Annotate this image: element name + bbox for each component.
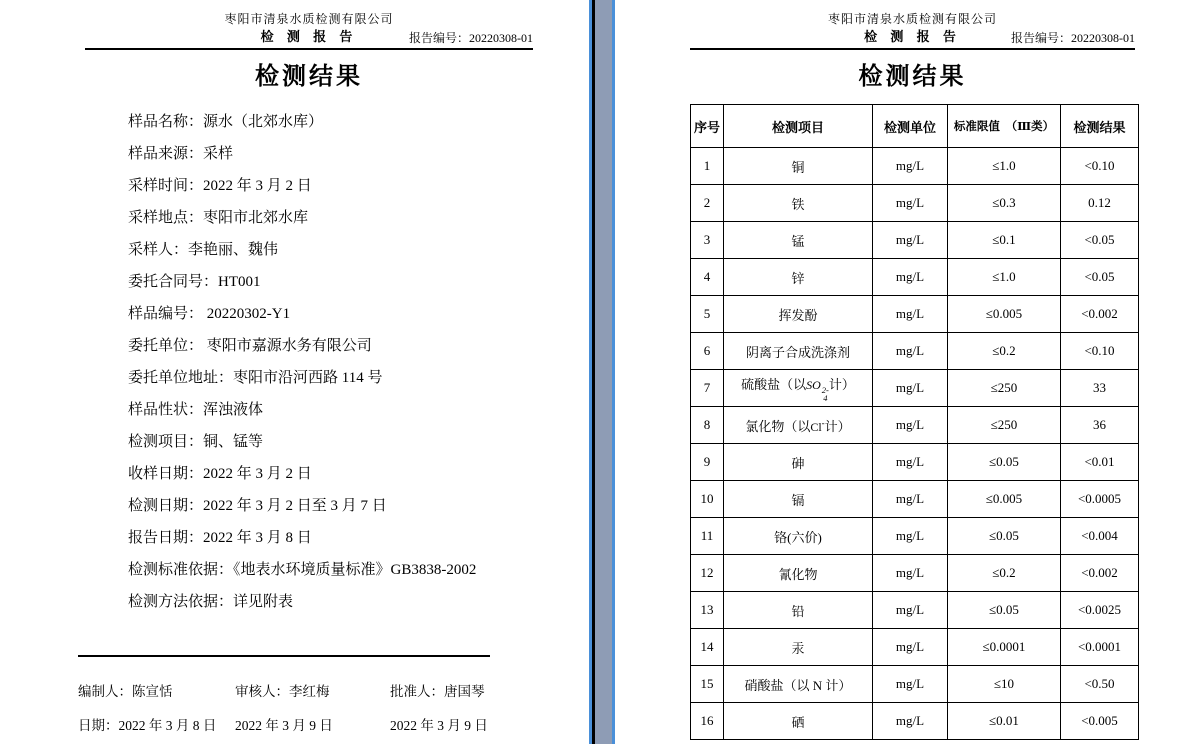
field-line: 样品编号： 20220302-Y1 — [128, 306, 291, 322]
cell-limit: ≤10 — [948, 666, 1061, 703]
cell-limit: ≤0.2 — [948, 555, 1061, 592]
table-row — [691, 592, 1139, 629]
header-rule-row — [690, 29, 1135, 50]
field-line: 检测标准依据：《地表水环境质量标准》GB3838-2002 — [128, 562, 477, 578]
cell-unit: mg/L — [873, 370, 948, 407]
sample-info-list — [128, 106, 548, 618]
cell-unit: mg/L — [873, 629, 948, 666]
field-line: 收样日期：2022 年 3 月 2 日 — [128, 466, 312, 482]
cell-item: 氰化物 — [724, 555, 873, 592]
cell-result: <0.10 — [1061, 148, 1139, 185]
table-row — [691, 555, 1139, 592]
footer-item: 日期：2022 年 3 月 8 日 — [78, 718, 217, 733]
field-line: 检测方法依据：详见附表 — [128, 594, 294, 610]
cell-seq: 11 — [691, 518, 724, 555]
cell-limit: ≤0.005 — [948, 296, 1061, 333]
cell-limit: ≤1.0 — [948, 148, 1061, 185]
cell-item: 阴离子合成洗涤剂 — [724, 333, 873, 370]
cell-seq: 4 — [691, 259, 724, 296]
cell-item: 锌 — [724, 259, 873, 296]
doc-type-title: 检 测 报 告 — [260, 29, 358, 44]
table-row — [691, 666, 1139, 703]
field-line: 委托单位地址：枣阳市沿河西路 114 号 — [128, 370, 383, 386]
cell-unit: mg/L — [873, 666, 948, 703]
cell-result: <0.05 — [1061, 259, 1139, 296]
field-line: 采样人：李艳丽、魏伟 — [128, 242, 279, 258]
report-number: 报告编号：20220308-01 — [409, 31, 533, 45]
cell-seq: 7 — [691, 370, 724, 407]
page-right — [615, 0, 1199, 744]
table-header-cell: 检测单位 — [873, 105, 948, 148]
table-row — [691, 481, 1139, 518]
table-row — [691, 370, 1139, 407]
results-table — [690, 104, 1139, 740]
field-line: 采样时间：2022 年 3 月 2 日 — [128, 178, 312, 194]
table-row — [691, 629, 1139, 666]
cell-unit: mg/L — [873, 222, 948, 259]
cell-result: 36 — [1061, 407, 1139, 444]
header-rule-row — [85, 29, 533, 50]
cell-result: <0.01 — [1061, 444, 1139, 481]
field-line: 样品来源：采样 — [128, 146, 234, 162]
cell-unit: mg/L — [873, 703, 948, 740]
field-line: 委托单位： 枣阳市嘉源水务有限公司 — [128, 338, 372, 354]
cell-seq: 16 — [691, 703, 724, 740]
cell-seq: 1 — [691, 148, 724, 185]
table-row — [691, 407, 1139, 444]
cell-result: <0.05 — [1061, 222, 1139, 259]
table-row — [691, 444, 1139, 481]
cell-limit: ≤1.0 — [948, 259, 1061, 296]
cell-unit: mg/L — [873, 555, 948, 592]
field-line: 委托合同号：HT001 — [128, 274, 261, 290]
chemical-formula: SO 2- 4 — [806, 378, 829, 403]
cell-result: 0.12 — [1061, 185, 1139, 222]
table-header-cell: 标准限值 （Ⅲ类） — [948, 105, 1061, 148]
cell-item: 镉 — [724, 481, 873, 518]
table-row — [691, 333, 1139, 370]
cell-seq: 10 — [691, 481, 724, 518]
cell-item: 挥发酚 — [724, 296, 873, 333]
chemical-formula: Cl- — [810, 417, 825, 434]
table-row — [691, 222, 1139, 259]
cell-item: 铬(六价) — [724, 518, 873, 555]
table-row — [691, 703, 1139, 740]
cell-item: 氯化物（以Cl-计） — [724, 407, 873, 444]
cell-unit: mg/L — [873, 592, 948, 629]
cell-item: 硝酸盐（以 N 计） — [724, 666, 873, 703]
table-row — [691, 518, 1139, 555]
cell-limit: ≤0.05 — [948, 444, 1061, 481]
page-header — [690, 12, 1135, 50]
field-line: 样品性状：浑浊液体 — [128, 402, 264, 418]
cell-limit: ≤0.1 — [948, 222, 1061, 259]
cell-seq: 8 — [691, 407, 724, 444]
cell-result: <0.002 — [1061, 296, 1139, 333]
field-line: 采样地点：枣阳市北郊水库 — [128, 210, 309, 226]
footer-rule — [78, 655, 490, 657]
company-name: 枣阳市清泉水质检测有限公司 — [224, 12, 394, 26]
cell-item: 铅 — [724, 592, 873, 629]
cell-seq: 12 — [691, 555, 724, 592]
cell-unit: mg/L — [873, 481, 948, 518]
cell-limit: ≤250 — [948, 407, 1061, 444]
cell-seq: 3 — [691, 222, 724, 259]
footer-row-names — [0, 680, 589, 699]
page-header — [85, 12, 533, 50]
cell-unit: mg/L — [873, 518, 948, 555]
company-name: 枣阳市清泉水质检测有限公司 — [827, 12, 997, 26]
cell-unit: mg/L — [873, 444, 948, 481]
table-row — [691, 148, 1139, 185]
cell-result: <0.50 — [1061, 666, 1139, 703]
footer-item: 2022 年 3 月 9 日 — [390, 718, 488, 733]
cell-result: <0.0001 — [1061, 629, 1139, 666]
page-title: 检测结果 — [858, 64, 967, 90]
page-gap-divider — [589, 0, 615, 744]
cell-seq: 14 — [691, 629, 724, 666]
page-title: 检测结果 — [255, 64, 363, 90]
table-header-row — [691, 105, 1139, 148]
table-row — [691, 296, 1139, 333]
cell-item: 硒 — [724, 703, 873, 740]
cell-unit: mg/L — [873, 407, 948, 444]
table-header-cell: 检测项目 — [724, 105, 873, 148]
cell-item: 铜 — [724, 148, 873, 185]
cell-limit: ≤0.01 — [948, 703, 1061, 740]
field-line: 样品名称：源水（北郊水库） — [128, 114, 324, 130]
cell-result: <0.10 — [1061, 333, 1139, 370]
cell-result: 33 — [1061, 370, 1139, 407]
cell-seq: 5 — [691, 296, 724, 333]
cell-unit: mg/L — [873, 333, 948, 370]
cell-result: <0.0005 — [1061, 481, 1139, 518]
table-header-cell: 检测结果 — [1061, 105, 1139, 148]
field-line: 检测项目：铜、锰等 — [128, 434, 264, 450]
cell-item: 硫酸盐（以SO 2- 4 计） — [724, 370, 873, 407]
cell-result: <0.002 — [1061, 555, 1139, 592]
footer-item: 审核人：李红梅 — [235, 684, 330, 699]
footer-item: 批准人：唐国琴 — [390, 684, 485, 699]
field-line: 检测日期：2022 年 3 月 2 日至 3 月 7 日 — [128, 498, 387, 514]
cell-result: <0.005 — [1061, 703, 1139, 740]
table-body — [691, 148, 1139, 740]
cell-unit: mg/L — [873, 148, 948, 185]
cell-limit: ≤0.005 — [948, 481, 1061, 518]
cell-item: 铁 — [724, 185, 873, 222]
cell-limit: ≤0.2 — [948, 333, 1061, 370]
footer-row-dates — [0, 714, 589, 733]
doc-type-title: 检 测 报 告 — [864, 29, 961, 44]
footer-item: 编制人：陈宣恬 — [78, 684, 173, 699]
cell-limit: ≤0.05 — [948, 518, 1061, 555]
cell-seq: 15 — [691, 666, 724, 703]
cell-unit: mg/L — [873, 296, 948, 333]
table-header-cell: 序号 — [691, 105, 724, 148]
cell-result: <0.004 — [1061, 518, 1139, 555]
cell-limit: ≤250 — [948, 370, 1061, 407]
cell-seq: 6 — [691, 333, 724, 370]
cell-item: 砷 — [724, 444, 873, 481]
cell-seq: 9 — [691, 444, 724, 481]
cell-unit: mg/L — [873, 259, 948, 296]
cell-item: 汞 — [724, 629, 873, 666]
cell-limit: ≤0.0001 — [948, 629, 1061, 666]
cell-seq: 13 — [691, 592, 724, 629]
cell-limit: ≤0.05 — [948, 592, 1061, 629]
cell-result: <0.0025 — [1061, 592, 1139, 629]
report-number: 报告编号：20220308-01 — [1011, 31, 1135, 45]
cell-seq: 2 — [691, 185, 724, 222]
field-line: 报告日期：2022 年 3 月 8 日 — [128, 530, 312, 546]
cell-unit: mg/L — [873, 185, 948, 222]
table-row — [691, 185, 1139, 222]
cell-limit: ≤0.3 — [948, 185, 1061, 222]
footer-item: 2022 年 3 月 9 日 — [235, 718, 333, 733]
page-left — [0, 0, 589, 744]
cell-item: 锰 — [724, 222, 873, 259]
table-row — [691, 259, 1139, 296]
